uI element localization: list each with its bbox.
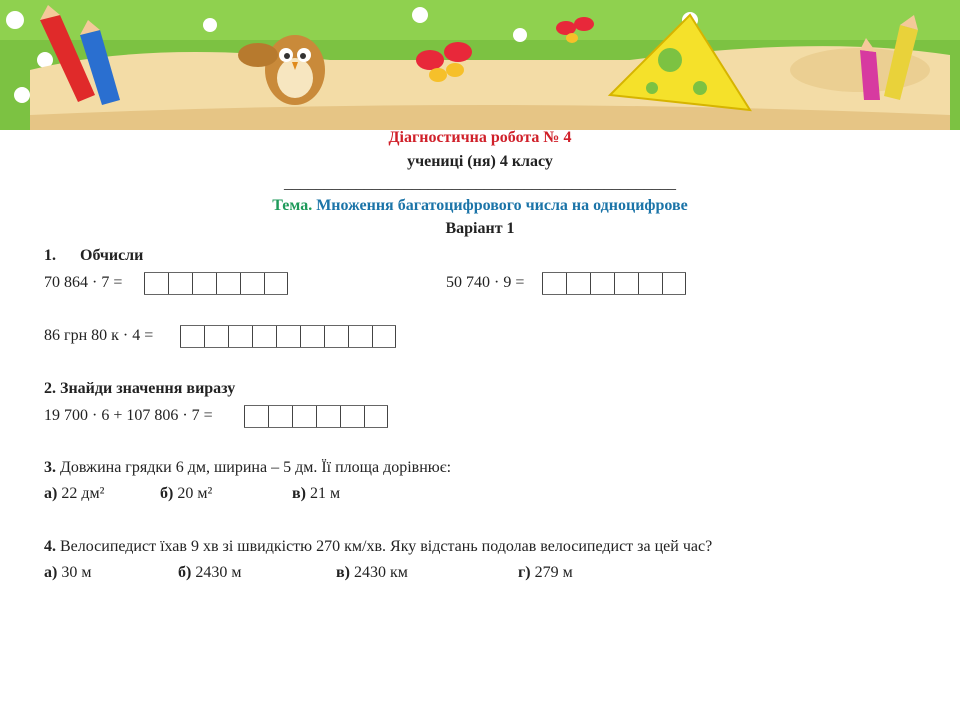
task4-question — [44, 537, 712, 557]
task1-expr-b: 50 740 · 9 = — [446, 274, 525, 291]
topic-line — [0, 196, 960, 216]
task1-expr-c: 86 грн 80 к · 4 = — [44, 327, 154, 344]
task4-option-b[interactable]: б) 2430 м — [178, 564, 242, 581]
task3-option-a[interactable]: а) 22 дм² — [44, 485, 105, 502]
answer-cells-b[interactable] — [542, 272, 686, 295]
task1-number: 1. — [44, 247, 56, 264]
task3-text: Довжина грядки 6 дм, ширина – 5 дм. Її площа дорівнює: — [56, 459, 452, 476]
task2-title: 2. Знайди значення виразу — [44, 380, 236, 397]
task4-option-a[interactable]: а) 30 м — [44, 564, 92, 581]
task1-expr-a: 70 864 · 7 = — [44, 274, 123, 291]
page-title: Діагностична робота № 4 — [388, 129, 572, 146]
task1-title: Обчисли — [80, 247, 144, 264]
task3-number: 3. — [44, 459, 56, 476]
task2-expr: 19 700 · 6 + 107 806 · 7 = — [44, 407, 213, 424]
answer-cells-c[interactable] — [180, 325, 396, 348]
task4-option-c[interactable]: в) 2430 км — [336, 564, 408, 581]
answer-cells-a[interactable] — [144, 272, 288, 295]
task4-number: 4. — [44, 538, 56, 555]
answer-cells-task2[interactable] — [244, 405, 388, 428]
name-blank-line: _________________________________________________ — [284, 175, 676, 192]
topic-text: Множення багатоцифрового числа на одноцифрове — [312, 197, 688, 214]
task3-option-c[interactable]: в) 21 м — [292, 485, 341, 502]
task3-question — [44, 458, 451, 478]
task4-text: Велосипедист їхав 9 хв зі швидкістю 270 км/хв. Яку відстань подолав велосипедист за цей час? — [56, 538, 713, 555]
decorative-banner — [0, 0, 960, 130]
variant-label: Варіант 1 — [445, 220, 515, 237]
task4-option-d[interactable]: г) 279 м — [518, 564, 573, 581]
student-line: учениці (ня) 4 класу — [407, 153, 553, 170]
task3-option-b[interactable]: б) 20 м² — [160, 485, 213, 502]
topic-label: Тема. — [272, 197, 313, 214]
